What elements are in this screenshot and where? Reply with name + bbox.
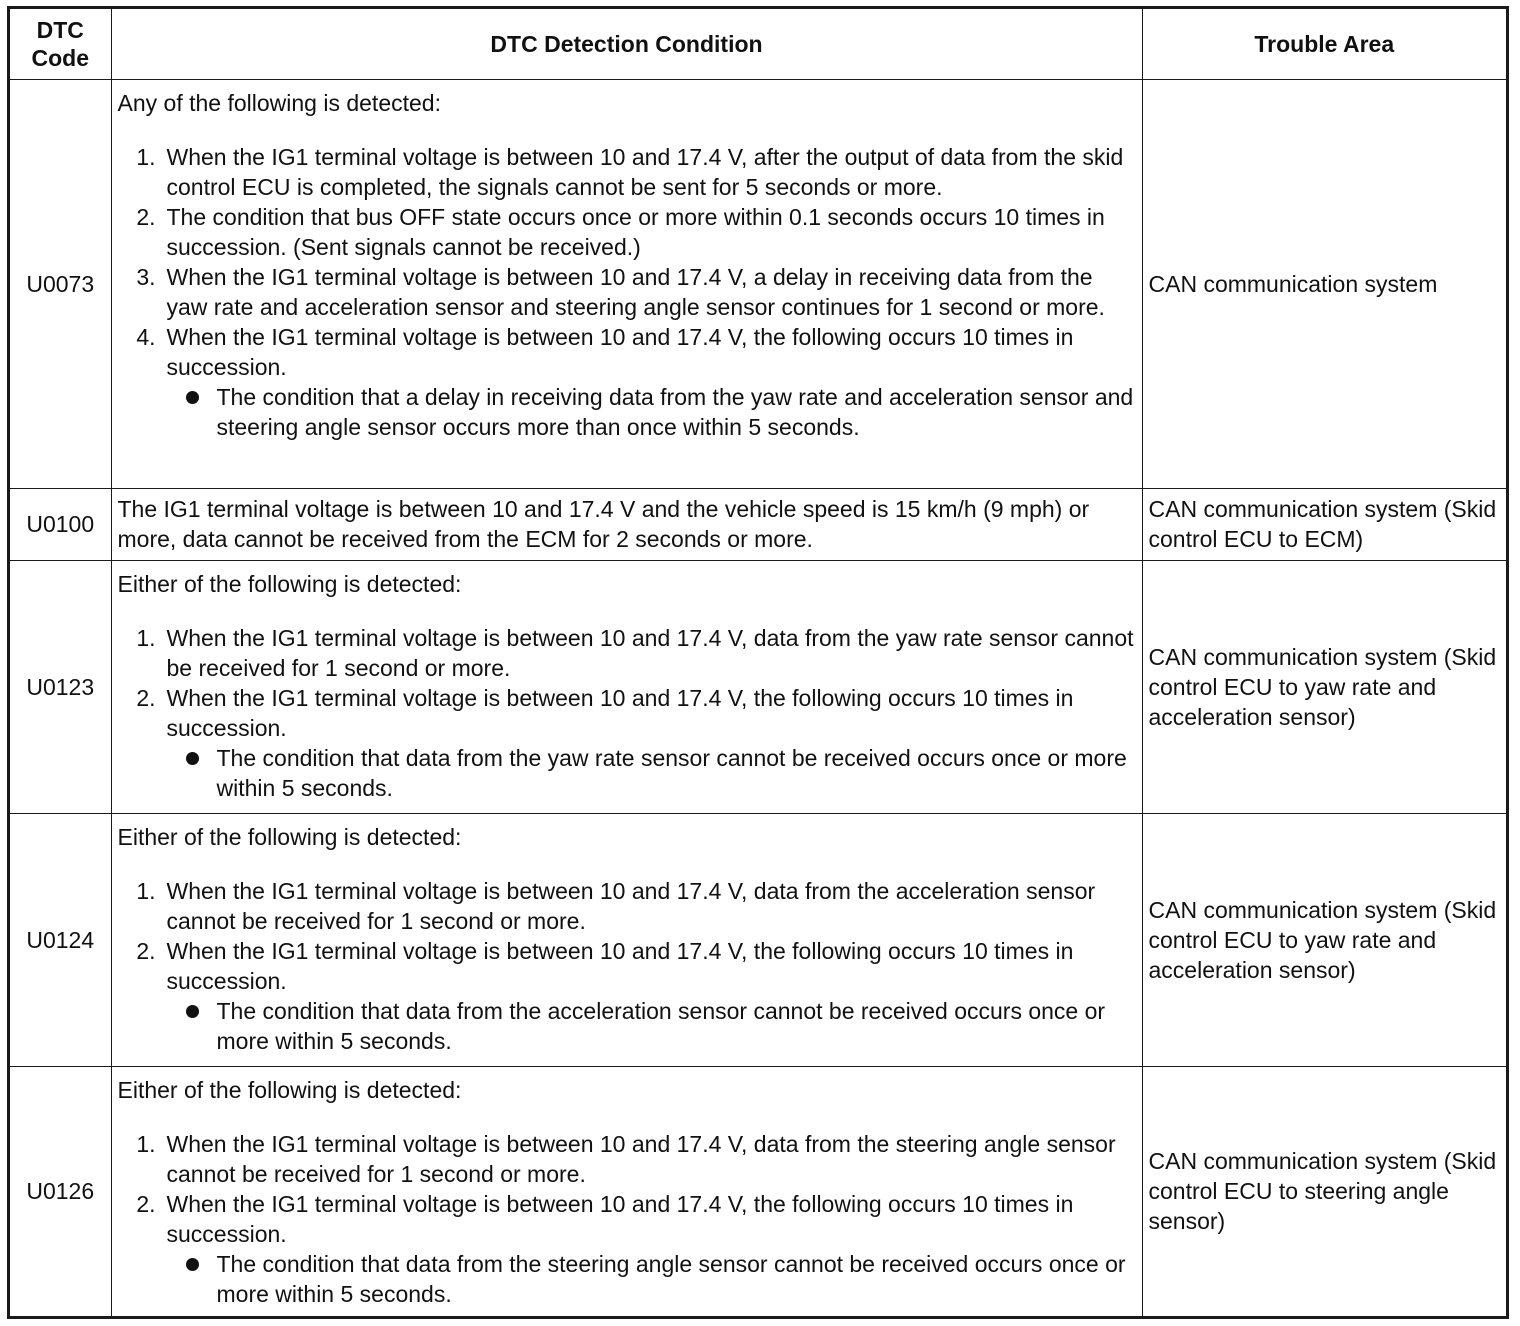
- item-number: 1.: [136, 877, 156, 904]
- condition-item: [118, 262, 1136, 322]
- dtc-code-cell: U0073: [10, 79, 111, 488]
- table-row: [10, 813, 1506, 1066]
- header-trouble-area: Trouble Area: [1142, 9, 1506, 79]
- sub-condition-text: The condition that data from the acceleration sensor cannot be received occurs once or more within 5 seconds.: [216, 997, 1106, 1054]
- table-row: [10, 488, 1506, 560]
- bullet-icon: [186, 1258, 199, 1271]
- item-text: When the IG1 terminal voltage is between 10 and 17.4 V, the following occurs 10 times in succession.: [166, 1190, 1074, 1247]
- sub-condition-list: [167, 996, 1136, 1056]
- sub-condition-text: The condition that data from the yaw rate sensor cannot be received occurs once or more within 5 seconds.: [216, 744, 1127, 801]
- header-detection-condition: DTC Detection Condition: [111, 9, 1142, 79]
- condition-item: [118, 322, 1136, 442]
- item-number: 1.: [136, 143, 156, 170]
- sub-condition-item: [167, 743, 1136, 803]
- table-row: [10, 560, 1506, 813]
- item-text: When the IG1 terminal voltage is between 10 and 17.4 V, data from the yaw rate sensor cannot be received for 1 second or more.: [166, 624, 1134, 681]
- detection-condition-cell: [111, 79, 1142, 488]
- condition-intro: Any of the following is detected:: [117, 89, 441, 116]
- item-text: When the IG1 terminal voltage is between 10 and 17.4 V, the following occurs 10 times in succession.: [166, 323, 1074, 380]
- dtc-code-cell: U0124: [10, 813, 111, 1066]
- condition-intro: Either of the following is detected:: [117, 1076, 462, 1103]
- sub-condition-list: [167, 382, 1136, 442]
- detection-condition-cell: [111, 813, 1142, 1066]
- condition-list: [118, 623, 1136, 803]
- item-text: When the IG1 terminal voltage is between 10 and 17.4 V, data from the steering angle sensor cannot be received for 1 second or more.: [166, 1130, 1116, 1187]
- sub-condition-text: The condition that a delay in receiving data from the yaw rate and acceleration sensor and steering angle sensor occurs more than once within 5 seconds.: [216, 383, 1134, 440]
- header-dtc-code: DTC Code: [10, 9, 111, 79]
- table-row: [10, 1066, 1506, 1316]
- item-text: The condition that bus OFF state occurs once or more within 0.1 seconds occurs 10 times in succession. (Sent signals cannot be received.): [166, 203, 1105, 260]
- condition-item: [118, 936, 1136, 1056]
- condition-list: [118, 876, 1136, 1056]
- item-number: 2.: [136, 203, 156, 230]
- condition-item: [118, 876, 1136, 936]
- trouble-area-cell: CAN communication system (Skid control ECU to yaw rate and acceleration sensor): [1142, 813, 1506, 1066]
- dtc-code-cell: U0123: [10, 560, 111, 813]
- sub-condition-item: [167, 1249, 1136, 1309]
- item-text: When the IG1 terminal voltage is between 10 and 17.4 V, data from the acceleration sensor cannot be received for 1 second or more.: [166, 877, 1096, 934]
- sub-condition-item: [167, 382, 1136, 442]
- condition-intro: Either of the following is detected:: [117, 823, 462, 850]
- condition-item: [118, 142, 1136, 202]
- header-row: [10, 9, 1506, 79]
- item-text: When the IG1 terminal voltage is between 10 and 17.4 V, a delay in receiving data from the yaw rate and acceleration sensor and steering angle sensor continues for 1 second or more.: [166, 263, 1105, 320]
- dtc-code-cell: U0100: [10, 488, 111, 560]
- condition-list: [118, 142, 1136, 442]
- detection-condition-cell: The IG1 terminal voltage is between 10 and 17.4 V and the vehicle speed is 15 km/h (9 mph) or more, data cannot be received from the ECM for 2 seconds or more.: [111, 488, 1142, 560]
- condition-item: [118, 1189, 1136, 1309]
- detection-condition-cell: [111, 1066, 1142, 1316]
- sub-condition-text: The condition that data from the steering angle sensor cannot be received occurs once or more within 5 seconds.: [216, 1250, 1126, 1307]
- item-number: 1.: [136, 624, 156, 651]
- bullet-icon: [186, 1005, 199, 1018]
- item-text: When the IG1 terminal voltage is between 10 and 17.4 V, after the output of data from the skid control ECU is completed, the signals cannot be sent for 5 seconds or more.: [166, 143, 1124, 200]
- trouble-area-cell: CAN communication system: [1142, 79, 1506, 488]
- condition-list: [118, 1129, 1136, 1309]
- sub-condition-list: [167, 1249, 1136, 1309]
- dtc-table-frame: [7, 6, 1509, 1319]
- detection-condition-cell: [111, 560, 1142, 813]
- dtc-code-cell: U0126: [10, 1066, 111, 1316]
- item-number: 3.: [136, 263, 156, 290]
- bullet-icon: [186, 752, 199, 765]
- item-number: 2.: [136, 937, 156, 964]
- bullet-icon: [186, 391, 199, 404]
- trouble-area-cell: CAN communication system (Skid control ECU to yaw rate and acceleration sensor): [1142, 560, 1506, 813]
- table-row: [10, 79, 1506, 488]
- item-text: When the IG1 terminal voltage is between 10 and 17.4 V, the following occurs 10 times in succession.: [166, 684, 1074, 741]
- condition-item: [118, 202, 1136, 262]
- sub-condition-item: [167, 996, 1136, 1056]
- condition-item: [118, 1129, 1136, 1189]
- condition-item: [118, 623, 1136, 683]
- item-number: 2.: [136, 684, 156, 711]
- trouble-area-cell: CAN communication system (Skid control ECU to ECM): [1142, 488, 1506, 560]
- item-number: 1.: [136, 1130, 156, 1157]
- item-text: When the IG1 terminal voltage is between 10 and 17.4 V, the following occurs 10 times in succession.: [166, 937, 1074, 994]
- condition-item: [118, 683, 1136, 803]
- condition-intro: Either of the following is detected:: [117, 570, 462, 597]
- dtc-table: [10, 9, 1506, 1316]
- item-number: 2.: [136, 1190, 156, 1217]
- item-number: 4.: [136, 323, 156, 350]
- sub-condition-list: [167, 743, 1136, 803]
- trouble-area-cell: CAN communication system (Skid control ECU to steering angle sensor): [1142, 1066, 1506, 1316]
